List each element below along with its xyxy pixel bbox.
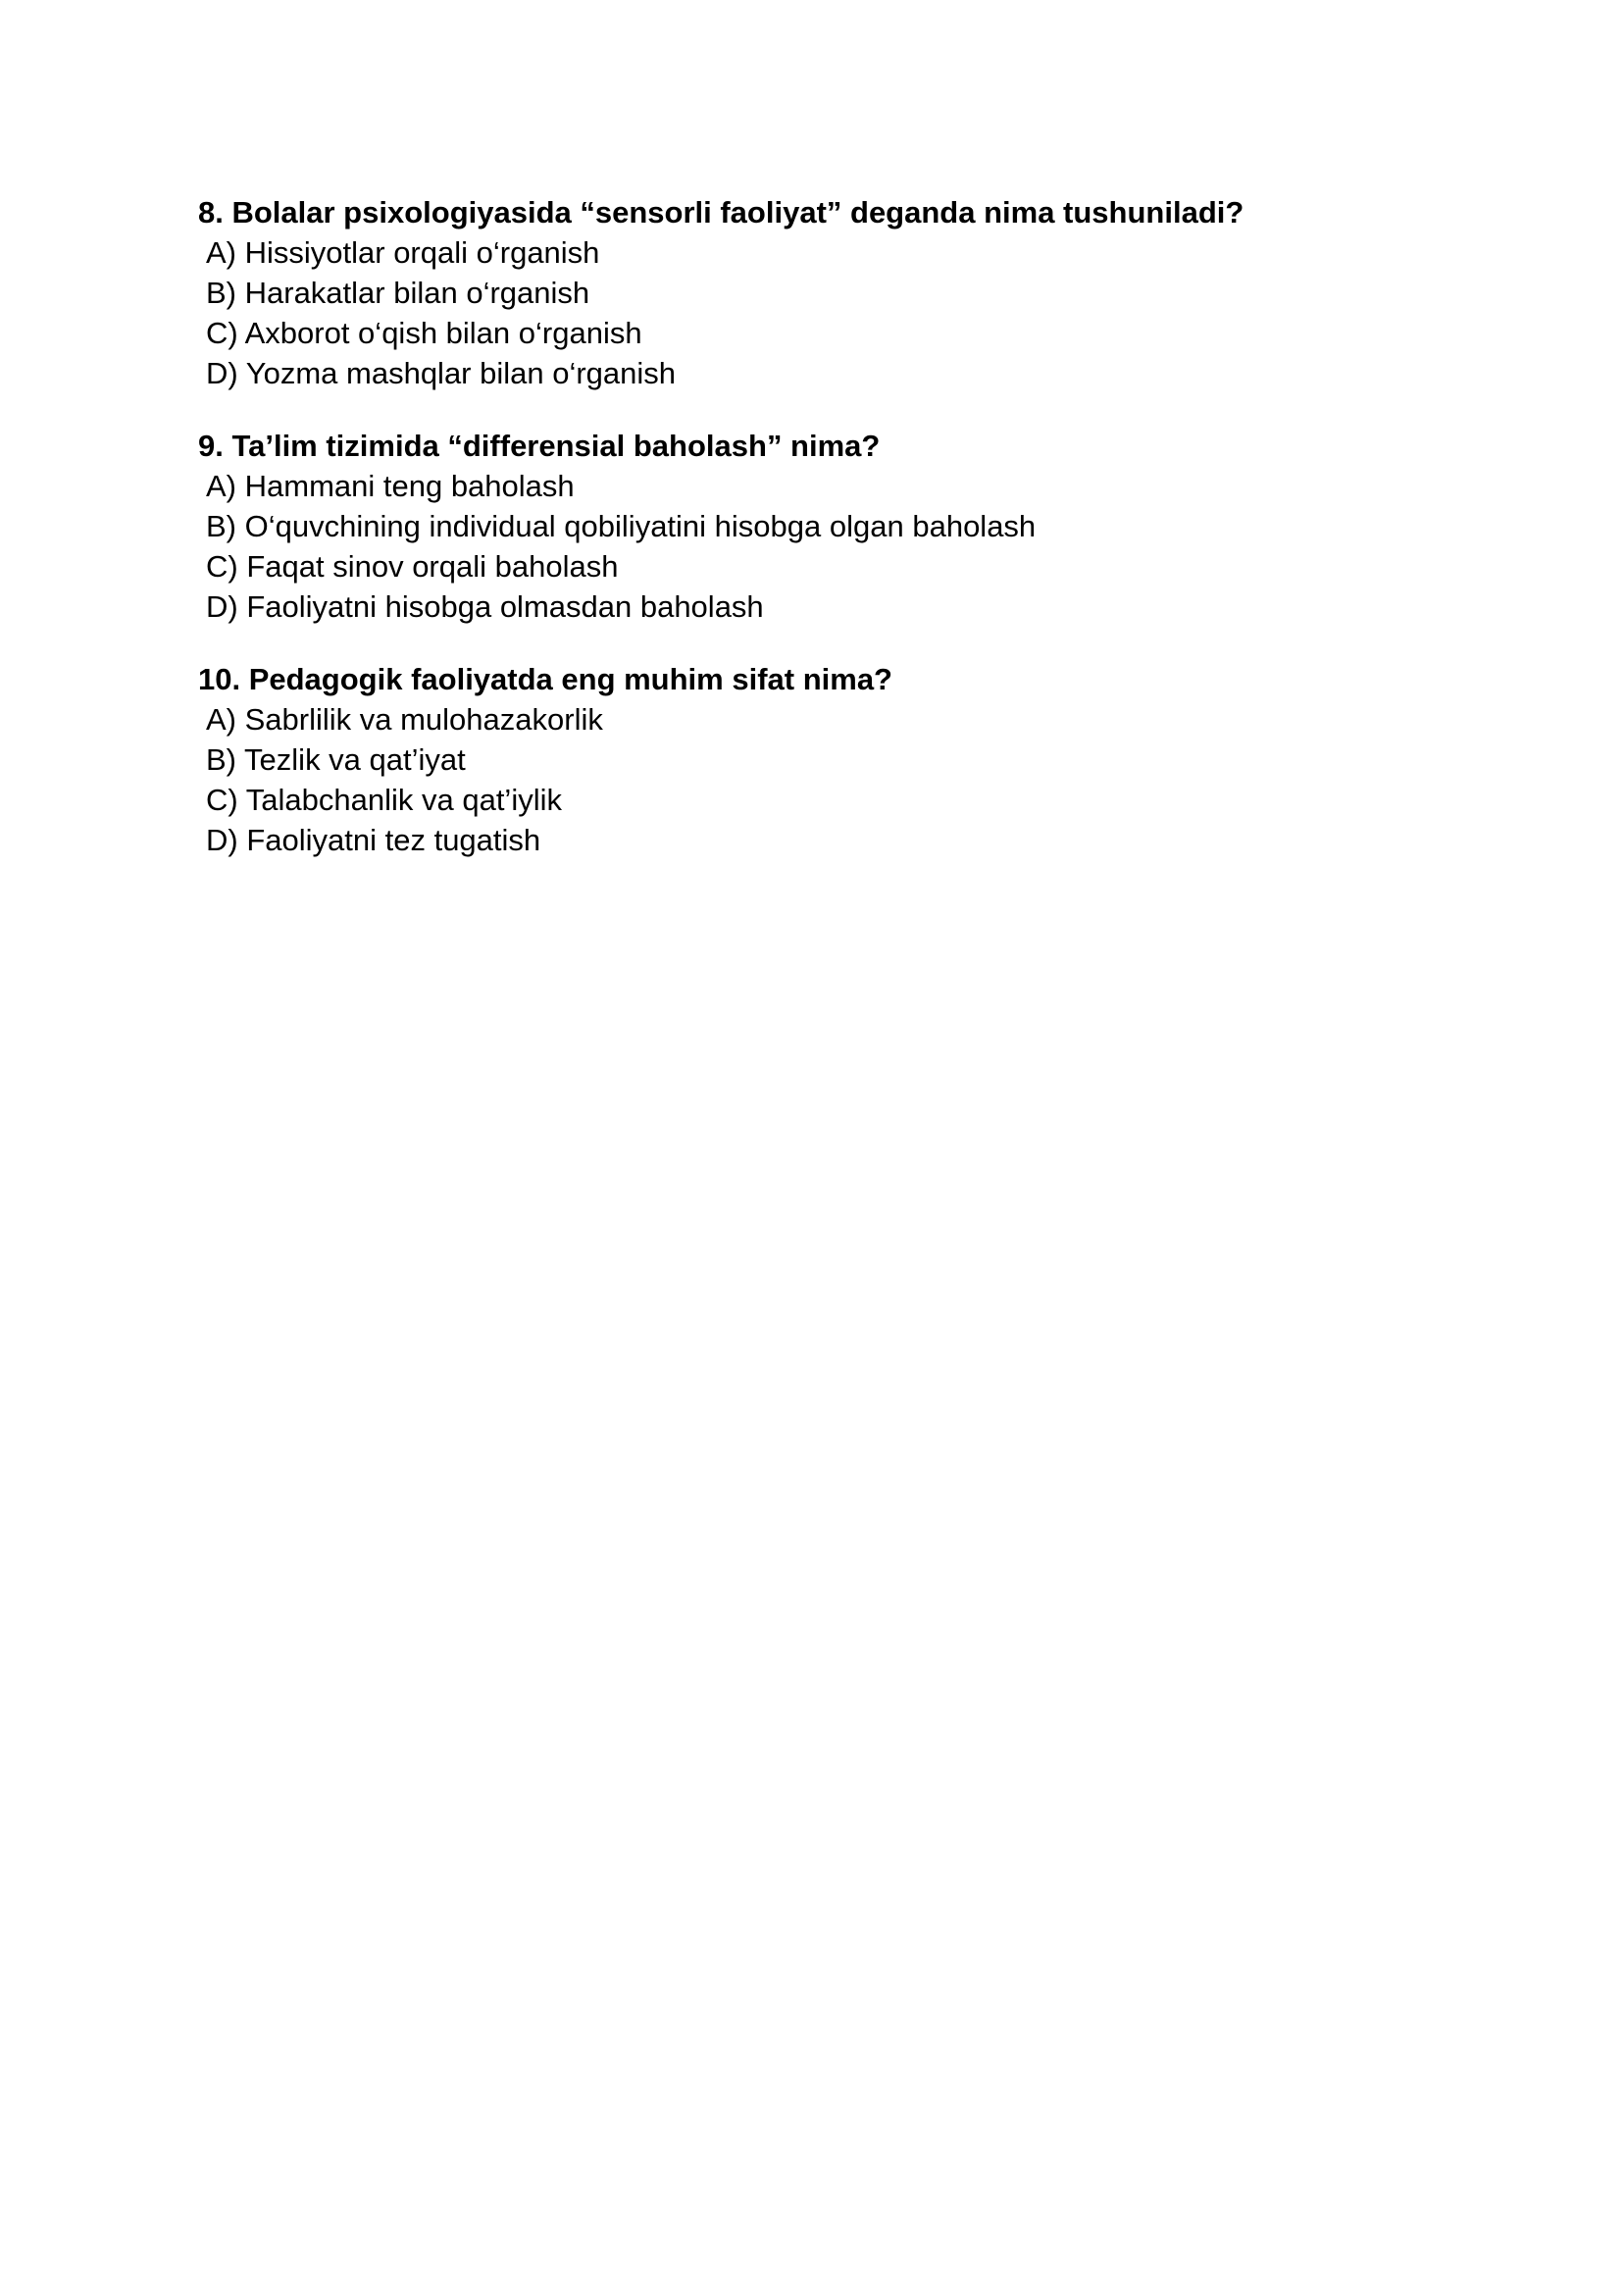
option-c: C) Faqat sinov orqali baholash (206, 549, 619, 584)
option-d: D) Yozma mashqlar bilan o‘rganish (206, 356, 677, 390)
option-c: C) Axborot o‘qish bilan o‘rganish (206, 316, 642, 350)
option-b: B) Harakatlar bilan o‘rganish (206, 276, 590, 310)
option-a: A) Hissiyotlar orqali o‘rganish (206, 235, 600, 270)
question-title: 9. Ta’lim tizimida “differensial baholash” nima? (198, 429, 881, 463)
option-a: A) Hammani teng baholash (206, 469, 575, 503)
question-title: 8. Bolalar psixologiyasida “sensorli faoliyat” deganda nima tushuniladi? (198, 195, 1244, 229)
option-c: C) Talabchanlik va qat’iylik (206, 783, 562, 817)
question-10 (198, 659, 1473, 860)
question-8 (198, 192, 1473, 393)
option-a: A) Sabrlilik va mulohazakorlik (206, 702, 603, 737)
option-b: B) O‘quvchining individual qobiliyatini hisobga olgan baholash (206, 509, 1037, 543)
option-d: D) Faoliyatni tez tugatish (206, 823, 541, 857)
option-b: B) Tezlik va qat’iyat (206, 742, 466, 777)
question-9 (198, 426, 1473, 627)
question-title: 10. Pedagogik faoliyatda eng muhim sifat nima? (198, 662, 892, 696)
option-d: D) Faoliyatni hisobga olmasdan baholash (206, 589, 764, 624)
